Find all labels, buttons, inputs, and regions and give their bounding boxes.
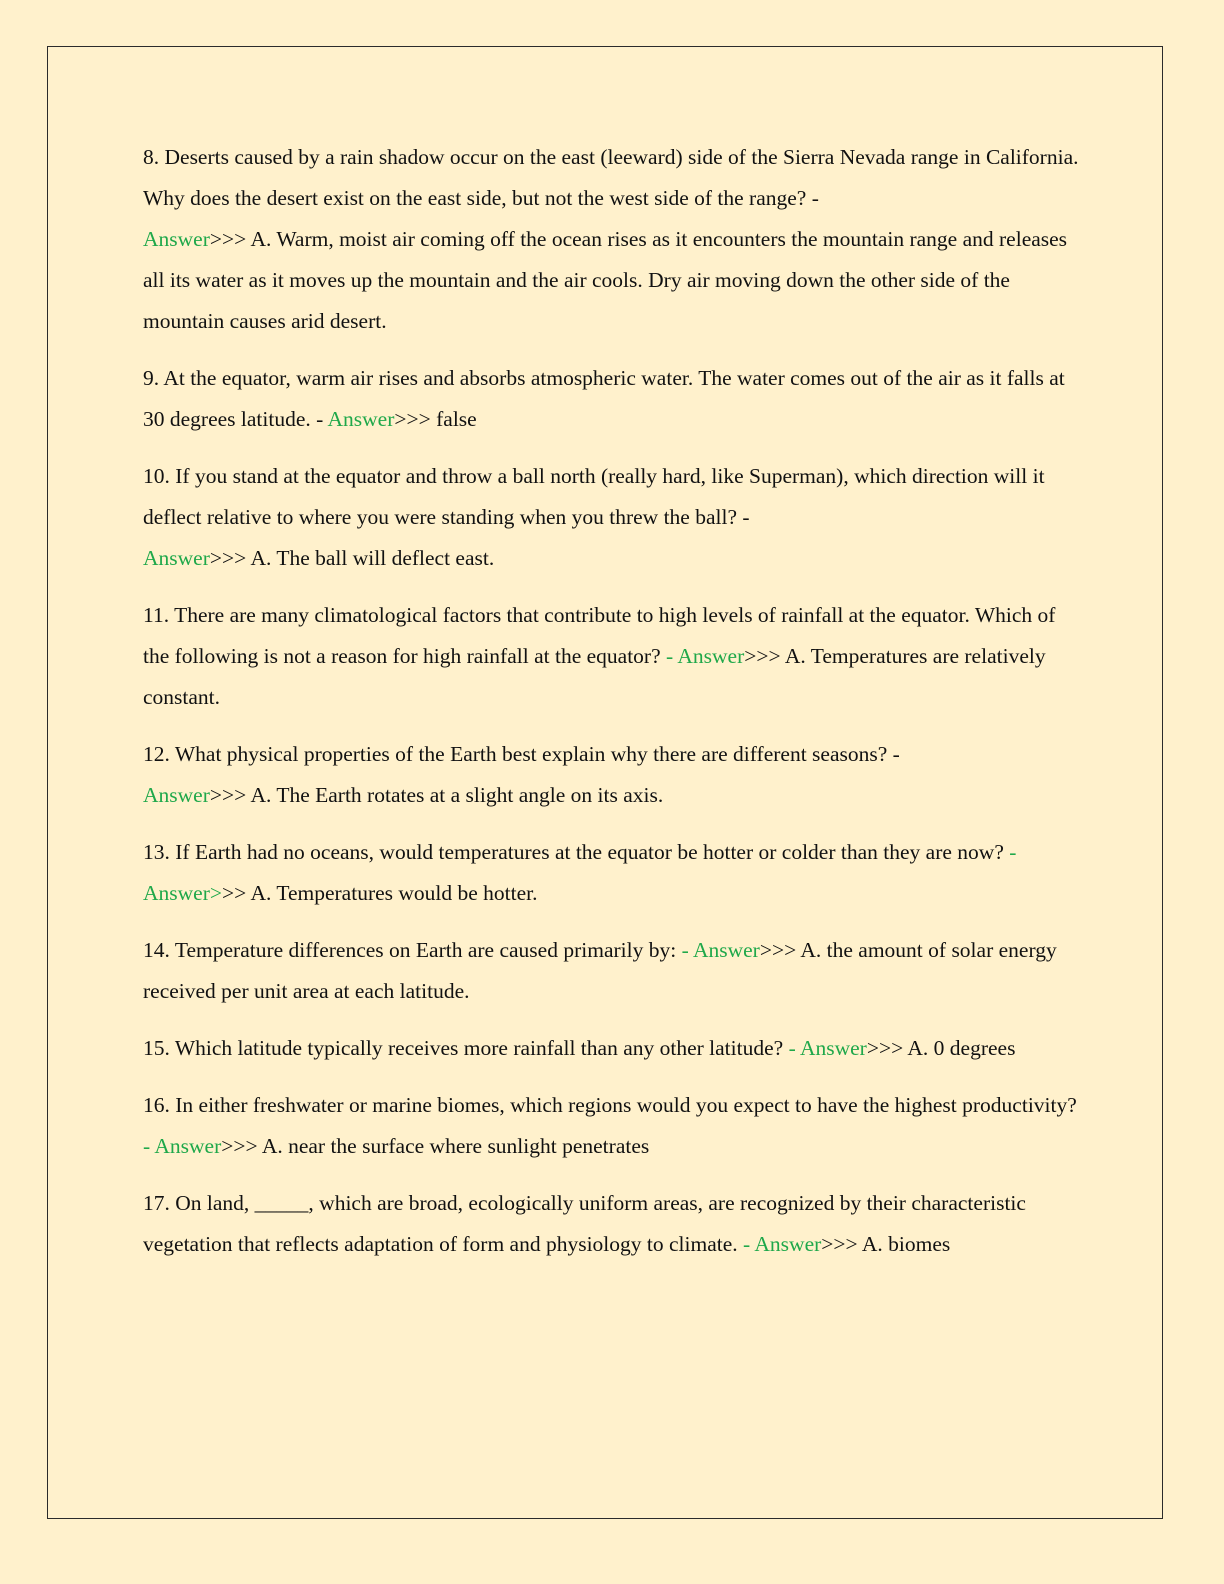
- answer-text: >>> A. The ball will deflect east.: [209, 546, 495, 570]
- qa-item-15: [143, 1028, 1083, 1069]
- answer-text: >>> false: [394, 407, 477, 431]
- qa-item-14: [143, 930, 1083, 1012]
- qa-list: [143, 137, 1083, 1281]
- answer-text: >>> A. Warm, moist air coming off the ocean rises as it encounters the mountain range and releases all its water as it moves up the mountain and the air cools. Dry air moving down the other side of the mountain causes arid desert.: [143, 227, 1068, 333]
- question-text: 15. Which latitude typically receives more rainfall than any other latitude?: [143, 1036, 784, 1060]
- answer-label: Answer: [154, 1134, 222, 1158]
- answer-prefix: -: [743, 1232, 751, 1256]
- qa-item-11: [143, 595, 1083, 718]
- answer-prefix: -: [143, 1134, 151, 1158]
- answer-label: Answer: [799, 1036, 867, 1060]
- answer-text: >>> A. Temperatures are relatively constant.: [143, 644, 1046, 709]
- question-text: 11. There are many climatological factors that contribute to high levels of rainfall at the equator. Which of the following is not a reason for high rainfall at the equator?: [143, 603, 1056, 668]
- answer-text: >> A. Temperatures would be hotter.: [222, 881, 538, 905]
- qa-item-10: [143, 456, 1083, 579]
- question-text: 12. What physical properties of the Earth best explain why there are different seasons? -: [143, 742, 900, 766]
- qa-item-8: [143, 137, 1083, 342]
- answer-prefix: -: [666, 644, 674, 668]
- answer-label: Answer: [143, 227, 210, 251]
- qa-item-17: [143, 1183, 1083, 1265]
- answer-label: Answer>: [143, 881, 222, 905]
- question-text: 13. If Earth had no oceans, would temperatures at the equator be hotter or colder than they are now?: [143, 840, 1004, 864]
- question-text: 10. If you stand at the equator and throw a ball north (really hard, like Superman), which direction will it deflect relative to where you were standing when you threw the ball? -: [143, 464, 1045, 529]
- answer-text: >>> A. The Earth rotates at a slight angle on its axis.: [209, 783, 664, 807]
- answer-text: >>> A. the amount of solar energy received per unit area at each latitude.: [143, 938, 1057, 1003]
- answer-label: Answer: [143, 783, 210, 807]
- qa-item-13: [143, 832, 1083, 914]
- answer-prefix: -: [681, 938, 689, 962]
- question-text: 17. On land, _____, which are broad, ecologically uniform areas, are recognized by their characteristic vegetation that reflects adaptation of form and physiology to climate.: [143, 1191, 1026, 1256]
- answer-prefix: -: [788, 1036, 796, 1060]
- question-text: 9. At the equator, warm air rises and absorbs atmospheric water. The water comes out of the air as it falls at 30 degrees latitude. -: [143, 366, 1065, 431]
- answer-label: Answer: [677, 644, 745, 668]
- answer-label: Answer: [754, 1232, 822, 1256]
- answer-text: >>> A. biomes: [821, 1232, 951, 1256]
- answer-label: Answer: [143, 546, 210, 570]
- answer-text: >>> A. near the surface where sunlight penetrates: [221, 1134, 650, 1158]
- question-text: 8. Deserts caused by a rain shadow occur on the east (leeward) side of the Sierra Nevada range in California. Why does the desert exist on the east side, but not the west side of the range? -: [143, 145, 1079, 210]
- qa-item-16: [143, 1085, 1083, 1167]
- answer-label: Answer: [692, 938, 760, 962]
- answer-label: Answer: [327, 407, 395, 431]
- qa-item-12: [143, 734, 1083, 816]
- answer-text: >>> A. 0 degrees: [866, 1036, 1016, 1060]
- question-text: 16. In either freshwater or marine biomes, which regions would you expect to have the highest productivity?: [143, 1093, 1077, 1117]
- question-text: 14. Temperature differences on Earth are caused primarily by:: [143, 938, 677, 962]
- answer-prefix: -: [1009, 840, 1017, 864]
- qa-item-9: [143, 358, 1083, 440]
